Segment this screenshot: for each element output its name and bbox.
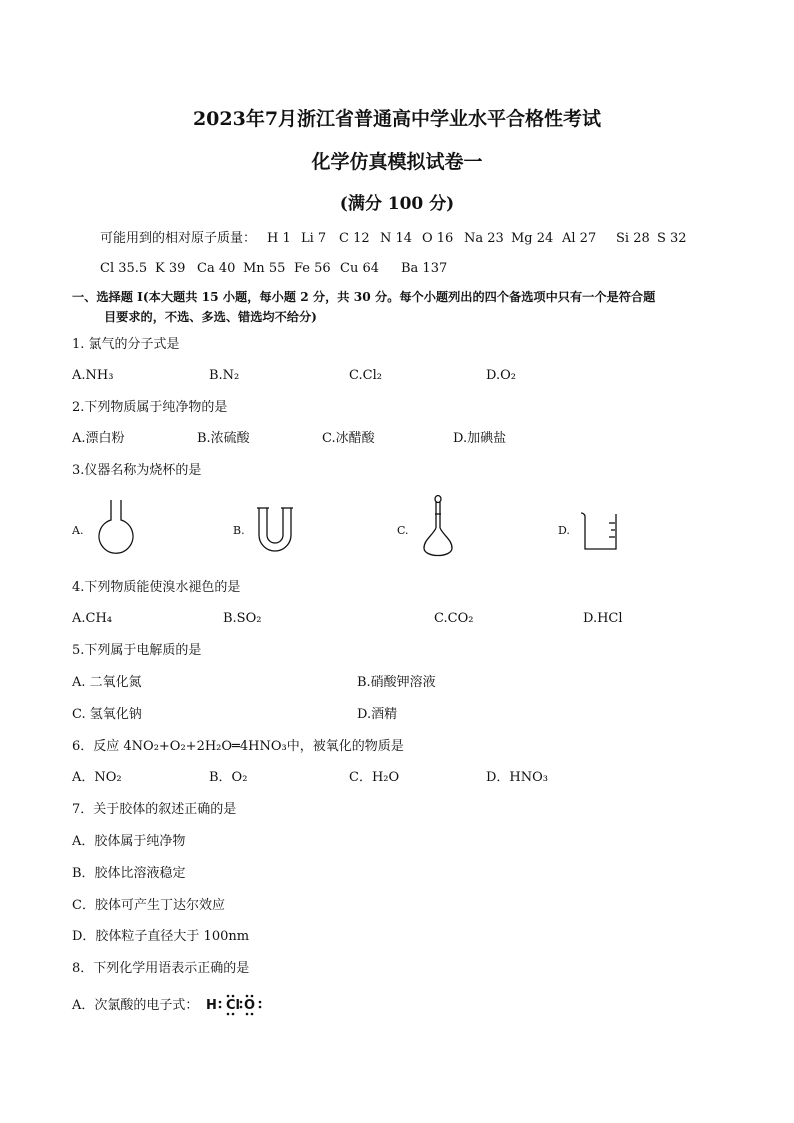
question-stem: 3.仪器名称为烧杯的是: [72, 463, 202, 478]
option-a: A.: [72, 524, 84, 537]
atomic-mass-item: S 32: [657, 231, 687, 246]
question-stem: 8．下列化学用语表示正确的是: [72, 961, 250, 976]
option-d: D.O₂: [486, 368, 516, 383]
option-d: D．HNO₃: [486, 770, 549, 785]
option-b: B.硝酸钾溶液: [357, 675, 436, 690]
option-a: A. 二氧化氮: [72, 675, 142, 690]
exam-subtitle: 化学仿真模拟试卷一: [311, 151, 483, 173]
beaker-icon: [580, 511, 620, 553]
atomic-mass-item: Ba 137: [401, 261, 448, 276]
option-d: D.酒精: [357, 707, 398, 722]
option-a: A．次氯酸的电子式：: [72, 998, 199, 1013]
lone-pair-dots-icon: [216, 994, 266, 1016]
atomic-mass-item: N 14: [380, 231, 413, 246]
question-stem: 4.下列物质能使溴水褪色的是: [72, 580, 241, 595]
question-stem: 6．反应 4NO₂+O₂+2H₂O═4HNO₃中，被氧化的物质是: [72, 739, 404, 754]
score-note: (满分 100 分): [339, 194, 455, 214]
option-b: B.SO₂: [223, 611, 262, 626]
atomic-mass-item: Ca 40: [197, 261, 236, 276]
exam-title: 2023年7月浙江省普通高中学业水平合格性考试: [192, 108, 602, 130]
option-b: B．O₂: [209, 770, 248, 785]
question-stem: 2.下列物质属于纯净物的是: [72, 400, 228, 415]
atomic-mass-item: Cl 35.5: [100, 261, 148, 276]
option-d: D.HCl: [583, 611, 623, 626]
atomic-mass-item: Mg 24: [511, 231, 554, 246]
formula-atom-cl: Cl: [226, 998, 240, 1013]
option-b: B.N₂: [209, 368, 240, 383]
option-c: C．胶体可产生丁达尔效应: [72, 898, 225, 913]
option-d: D．胶体粒子直径大于 100nm: [72, 929, 250, 944]
option-c: C．H₂O: [349, 770, 400, 785]
option-c: C.: [397, 524, 409, 537]
option-a: A.NH₃: [72, 368, 114, 383]
option-d: D.加碘盐: [453, 431, 507, 446]
question-stem: 5.下列属于电解质的是: [72, 643, 202, 658]
option-d: D.: [558, 524, 570, 537]
option-c: C.Cl₂: [349, 368, 382, 383]
option-c: C. 氢氧化钠: [72, 707, 142, 722]
option-b: B．胶体比溶液稳定: [72, 866, 186, 881]
atomic-mass-item: C 12: [339, 231, 370, 246]
atomic-mass-item: Na 23: [464, 231, 504, 246]
formula-atom-h: H: [206, 998, 217, 1013]
atomic-mass-item: Li 7: [301, 231, 327, 246]
question-stem: 1. 氯气的分子式是: [72, 337, 180, 352]
atomic-mass-item: K 39: [155, 261, 186, 276]
option-a: A.漂白粉: [72, 431, 125, 446]
atomic-mass-item: Si 28: [616, 231, 650, 246]
option-c: C.CO₂: [434, 611, 474, 626]
option-c: C.冰醋酸: [322, 431, 375, 446]
atomic-mass-item: Cu 64: [340, 261, 379, 276]
volumetric-flask-icon: [420, 494, 456, 560]
option-b: B.: [233, 524, 245, 537]
option-a: A．NO₂: [72, 770, 122, 785]
atomic-mass-item: O 16: [422, 231, 454, 246]
option-b: B.浓硫酸: [197, 431, 250, 446]
round-bottom-flask-icon: [96, 498, 136, 556]
section-heading-line1: 一、选择题 I(本大题共 15 小题，每小题 2 分，共 30 分。每个小题列出的四个备选项中只有一个是符合题: [72, 290, 656, 304]
question-stem: 7．关于胶体的叙述正确的是: [72, 802, 237, 817]
u-tube-icon: [256, 505, 294, 553]
atomic-mass-item: Mn 55: [243, 261, 286, 276]
atomic-mass-label: 可能用到的相对原子质量：: [100, 231, 257, 246]
option-a: A．胶体属于纯净物: [72, 834, 186, 849]
atomic-mass-item: H 1: [267, 231, 291, 246]
atomic-mass-item: Al 27: [562, 231, 597, 246]
atomic-mass-item: Fe 56: [294, 261, 331, 276]
option-a: A.CH₄: [72, 611, 113, 626]
section-heading-line2: 目要求的，不选、多选、错选均不给分): [104, 310, 317, 324]
formula-atom-o: O: [244, 998, 256, 1013]
